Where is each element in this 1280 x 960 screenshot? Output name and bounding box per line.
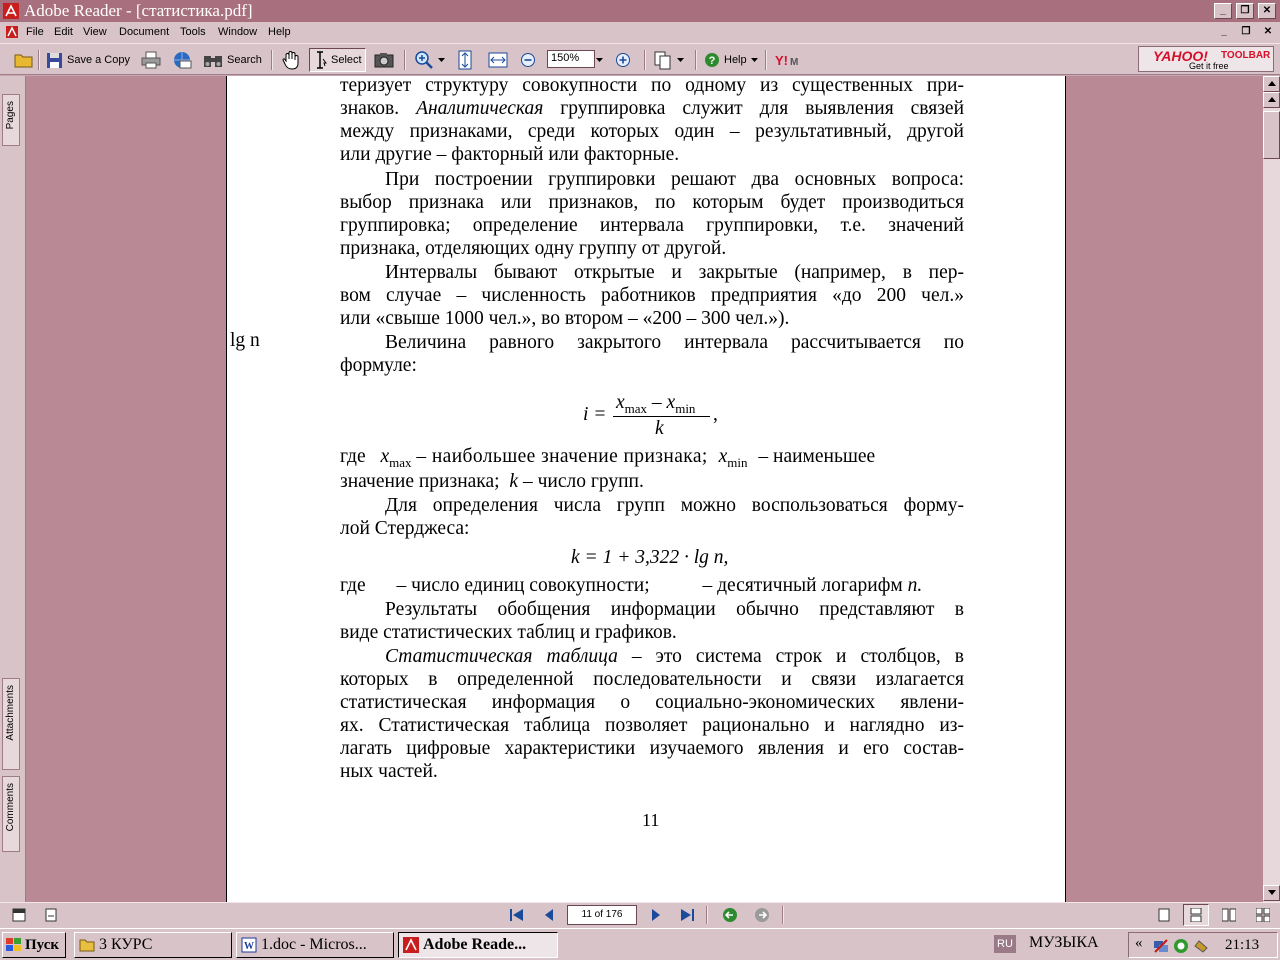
navigation-panel [0,76,26,902]
task-label: Adobe Reade... [423,936,527,953]
where-line: где $x_{max}$ – наибольшее значение признака; $x_{min}$ – наименьшее [340,446,876,470]
text-line: группировка; определение интервала группировки, т.е. значений [340,215,964,236]
security-icon[interactable] [1193,938,1209,954]
language-indicator[interactable]: RU [994,935,1016,953]
music-toolbar-label[interactable]: МУЗЫКА [1029,934,1099,951]
help-label: Help [724,54,747,66]
text-line: или другие – факторный или факторные. [340,144,680,165]
dropdown-arrow-icon [677,58,684,62]
text-line: между признаками, среди которых один – результативный, другой [340,121,964,142]
dropdown-arrow-icon [751,58,758,62]
yahoo-messenger-button[interactable] [775,48,809,72]
formula-lhs: i = [583,404,607,425]
windows-logo-icon [6,938,22,952]
text-line: или «свыше 1000 чел.», во втором – «200 – 300 чел.»). [340,308,790,329]
open-folder-icon [14,51,34,69]
menu-document[interactable]: Document [119,26,170,38]
menu-view[interactable]: View [83,26,107,38]
start-button[interactable] [2,932,66,958]
yahoo-logo: YAHOO! [1153,48,1208,64]
text-line: Для определения числа групп можно воспользоваться форму- [385,495,964,516]
search-button[interactable] [203,48,262,72]
formula-comma: , [713,404,718,425]
adobe-reader-icon [403,937,419,953]
page-number: 11 [642,810,660,830]
save-icon [46,52,63,69]
interval-formula [583,392,723,448]
network-icon[interactable] [1153,938,1169,954]
menu-bar [0,22,1280,43]
pages-tab[interactable] [2,94,20,146]
text-line: выбор признака или признаков, по которым будет производиться [340,192,964,213]
text-line: Результаты обобщения информации обычно представляют в [385,599,964,620]
sturges-formula: k = 1 + 3,322 · lg n, [571,547,729,568]
attachments-tab[interactable] [2,678,20,770]
comments-tab-label: Comments [5,783,16,832]
text-line: При построении группировки решают два основных вопроса: [385,169,964,190]
svg-text:Y!: Y! [775,53,788,67]
task-adobe-reader[interactable] [398,932,558,958]
task-label: 1.doc - Micros... [261,936,367,953]
where-line-sturges: где – число единиц совокупности; – десятичный логарифм n. [340,575,923,596]
svg-text:M: M [790,57,799,67]
text-line: ных частей. [340,761,438,782]
text-line: статистическая информация о социально-экономических явлени- [340,692,964,713]
zoom-dropdown-button[interactable] [596,48,603,72]
text-line: знаков. Аналитическая группировка служит для выявления связей [340,98,964,119]
page-size-icon[interactable] [44,908,58,922]
facing-pages-icon[interactable] [1222,908,1236,922]
yahoo-icon [775,53,809,67]
word-icon [241,937,257,953]
text-line: Величина равного закрытого интервала рассчитывается по [385,332,964,353]
rotate-view-button[interactable] [653,48,684,72]
zoom-in-button[interactable] [615,48,631,72]
scroll-up-button[interactable] [1263,92,1280,108]
menu-file[interactable]: File [26,26,44,38]
arrow-up-icon [1268,97,1276,102]
text-line: ях. Статистическая таблица позволяет рационально и наглядно из- [340,715,964,736]
start-label: Пуск [25,936,60,953]
text-line: теризует структуру совокупности по одному из существенных при- [340,76,964,96]
text-line: формуле: [340,355,417,376]
text-line: лой Стерджеса: [340,518,470,539]
first-page-icon[interactable] [509,908,525,922]
scroll-thumb[interactable] [1263,111,1280,159]
taskbar [0,928,1280,960]
open-button[interactable] [14,48,34,72]
task-folder[interactable] [74,932,232,958]
go-forward-icon[interactable] [754,907,770,923]
arrow-up-icon [1268,81,1276,86]
help-icon [704,52,720,68]
globe-email-icon [172,50,192,70]
menu-help[interactable]: Help [268,26,291,38]
minimize-button[interactable]: _ [1214,3,1232,19]
status-bar [0,902,1280,928]
help-button[interactable] [704,48,758,72]
hand-icon [282,50,300,70]
print-icon [141,51,161,69]
menu-window[interactable]: Window [218,26,258,38]
svg-text:W: W [244,941,254,952]
system-tray [1128,932,1278,958]
fit-width-icon [488,51,508,69]
task-label: 3 КУРС [99,936,153,953]
single-page-icon[interactable] [1157,908,1171,922]
minus-circle-icon [520,52,536,68]
toolbar [0,43,1280,75]
continuous-facing-icon[interactable] [1256,908,1270,922]
fit-page-icon [457,50,473,70]
zoom-out-button[interactable] [520,48,536,72]
text-line: признака, отделяющих одну группу от другой. [340,238,727,259]
page-number-field[interactable]: 11 of 176 [567,905,637,925]
continuous-view-button[interactable] [1183,904,1209,926]
search-label: Search [227,54,262,66]
dropdown-arrow-icon [596,58,603,62]
fit-width-button[interactable] [488,48,508,72]
binoculars-icon [203,52,223,68]
pages-tab-label: Pages [5,101,16,130]
vertical-scrollbar[interactable] [1263,76,1280,902]
camera-icon [374,51,394,69]
zoom-in-tool-button[interactable] [414,48,445,72]
text-line: Статистическая таблица – это система строк и столбцов, в [385,646,964,667]
menu-edit[interactable]: Edit [54,26,73,38]
document-view[interactable] [26,76,1263,902]
formula-denominator: k [655,418,664,439]
zoom-input[interactable]: 150% [547,50,595,68]
print-button[interactable] [141,48,161,72]
scroll-up-button[interactable] [1263,76,1280,92]
margin-note: lg n [230,330,260,351]
text-line: которых в определенной последовательности и связи излагается [340,669,964,690]
formula-numerator: $x_{max} - x_{min}$ [616,392,696,416]
svg-text:?: ? [708,55,716,67]
task-word[interactable] [236,932,394,958]
save-copy-label: Save a Copy [67,54,130,66]
scroll-down-button[interactable] [1263,885,1280,901]
continuous-icon [1189,908,1203,922]
select-tool-button[interactable] [309,48,366,72]
text-line: вом случае – численность работников предприятия «до 200 чел.» [340,285,964,306]
last-page-icon[interactable] [679,908,695,922]
yahoo-toolbar-label: TOOLBAR [1221,50,1271,61]
text-select-icon [313,51,327,69]
comments-tab[interactable] [2,776,20,852]
arrow-down-icon [1268,890,1276,895]
plus-circle-icon [615,52,631,68]
previous-page-icon[interactable] [543,908,555,922]
rotate-pages-icon [653,50,673,70]
text-line: виде статистических таблиц и графиков. [340,622,677,643]
dropdown-arrow-icon [438,58,445,62]
close-button[interactable]: ✕ [1258,3,1276,19]
page-layout-icon[interactable] [12,908,26,922]
antivirus-icon[interactable] [1173,938,1189,954]
adobe-reader-icon [3,3,19,19]
doc-minimize-button[interactable]: _ [1221,26,1227,37]
hand-tool-button[interactable] [282,48,300,72]
go-back-icon[interactable] [722,907,738,923]
save-copy-button[interactable] [46,48,130,72]
doc-close-button[interactable]: ✕ [1263,26,1273,37]
title-bar [0,0,1280,22]
where-line-2: значение признака; k – число групп. [340,471,644,492]
magnifier-icon [414,50,434,70]
doc-restore-button[interactable]: ❐ [1241,26,1251,37]
text-line: Интервалы бывают открытые и закрытые (например, в пер- [385,262,964,283]
next-page-icon[interactable] [650,908,662,922]
text-line: лагать цифровые характеристики изучаемого явления и его состав- [340,738,964,759]
pdf-page [226,76,1066,902]
restore-button[interactable]: ❐ [1236,3,1254,19]
window-title: Adobe Reader - [статистика.pdf] [24,1,253,20]
yahoo-toolbar-button[interactable] [1138,46,1274,72]
folder-icon [79,938,95,952]
document-icon[interactable] [5,25,19,39]
clock[interactable]: 21:13 [1225,937,1260,953]
email-button[interactable] [172,48,192,72]
fit-page-button[interactable] [457,48,473,72]
yahoo-getfree-label: Get it free [1189,61,1229,71]
fraction-bar [613,416,710,417]
menu-tools[interactable]: Tools [180,26,206,38]
tray-expand-button[interactable]: « [1135,935,1143,951]
select-label: Select [331,54,362,66]
attachments-tab-label: Attachments [5,685,16,741]
snapshot-button[interactable] [374,48,394,72]
